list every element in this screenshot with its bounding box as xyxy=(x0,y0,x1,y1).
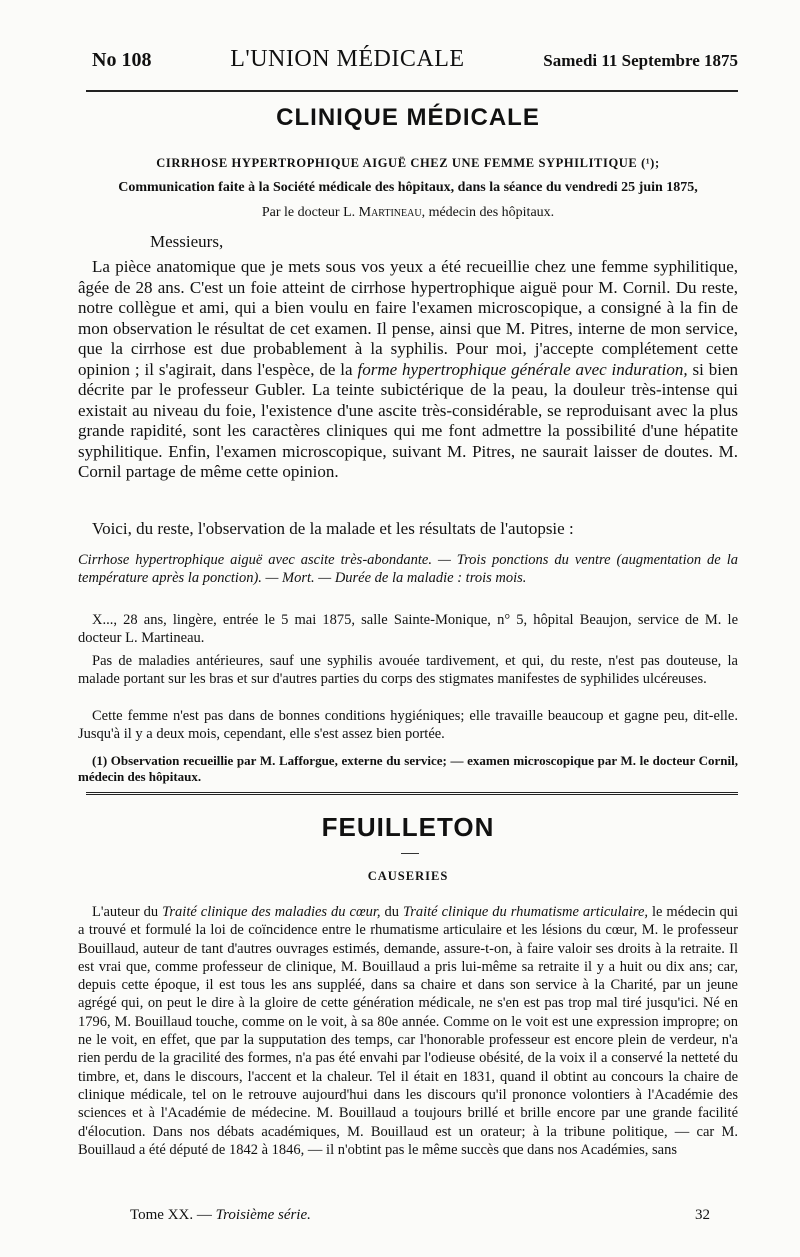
author-name: Martineau, xyxy=(358,205,426,220)
page-number: 32 xyxy=(695,1207,710,1223)
page-header xyxy=(92,46,738,73)
author-line xyxy=(78,205,738,221)
feuilleton-paragraph: L'auteur du Traité clinique des maladies du cœur, du Traité clinique du rhumatisme articulaire, le médecin qui a trouvé et formulé la loi de coïncidence entre le rhumatisme articulaire et les lésions du cœur, M. le professeur Bouillaud, auteur de tant d'autres ouvrages estimés, demande, assure-t-on, à faire valoir ses droits à la retraite. Il est vrai que, comme professeur de clinique, M. Bouillaud a pris lui-même sa retraite il y a huit ou dix ans; car, depuis cette époque, il est tous les ans suppléé, dans sa chaire et dans son service à la Charité, par un jeune agrégé qui, on peut le dire à la gloire de cette génération médicale, ne s'en est pas trop mal tiré jusqu'ici. Né en 1796, M. Bouillaud touche, comme on le voit, à sa 80e année. Comme on le voit est une expression impropre; on ne le voit, en effet, que par la supputation des temps, car l'honorable professeur est encore plein de verdeur, n'a rien perdu de la gracilité des formes, n'a pas été envahi par l'odieuse obésité, de la voix il a conservé la netteté du timbre, et, dans le discours, l'accent et la chaleur. Tel il était en 1831, quand il obtint au concours la chaire de clinique médicale, tel on le retrouve aujourd'hui dans les discours qu'il prononce volontiers à l'Académie des sciences et à l'Académie de médecine. M. Bouillaud a toujours brillé et brille encore par une grande facilité d'élocution. Dans nos débats académiques, M. Bouillaud est un orateur; à la tribune politique, — car M. Bouillaud a été député de 1842 à 1846, — il n'obtint pas le même succès que dans nos Académies, sans xyxy=(78,904,739,1158)
salutation: Messieurs, xyxy=(150,232,224,251)
observation-summary: Cirrhose hypertrophique aiguë avec ascite très-abondante. — Trois ponctions du ventre (augmentation de la température après la ponction). — Mort. — Durée de la maladie : trois mois. xyxy=(78,552,738,587)
author-suffix: médecin des hôpitaux. xyxy=(428,205,555,220)
issue-date: Samedi 11 Septembre 1875 xyxy=(543,51,738,70)
observation-paragraph-1: X..., 28 ans, lingère, entrée le 5 mai 1875, salle Sainte-Monique, n° 5, hôpital Beaujon, service de M. le docteur L. Martineau. xyxy=(78,612,738,647)
observation-paragraph-3: Cette femme n'est pas dans de bonnes conditions hygiéniques; elle travaille beaucoup et gagne peu, dit-elle. Jusqu'à il y a deux mois, cependant, elle s'est assez bien portée. xyxy=(78,708,738,743)
work-title-1: Traité clinique des maladies du cœur, xyxy=(162,904,381,920)
italic-phrase: forme hypertrophique générale avec induration, xyxy=(357,359,688,379)
observation-paragraph-2: Pas de maladies antérieures, sauf une syphilis avouée tardivement, et qui, du reste, n'est pas douteuse, la malade portant sur les bras et sur d'autres parties du corps des stigmates manifestes de syphilides ulcéreuses. xyxy=(78,653,738,688)
author-prefix: Par le docteur L. xyxy=(261,205,356,220)
clinique-paragraph-2: Voici, du reste, l'observation de la malade et les résultats de l'autopsie : xyxy=(92,519,574,538)
header-rule xyxy=(86,90,738,92)
short-rule xyxy=(401,853,419,854)
footnote: (1) Observation recueillie par M. Lafforgue, externe du service; — examen microscopique par M. le docteur Cornil, médecin des hôpitaux. xyxy=(78,753,738,784)
article-title: CIRRHOSE HYPERTROPHIQUE AIGUË CHEZ UNE FEMME SYPHILITIQUE (¹); xyxy=(156,156,660,170)
section-title-feuilleton: FEUILLETON xyxy=(321,812,495,842)
work-title-2: Traité clinique du rhumatisme articulaire, xyxy=(402,904,649,920)
issue-number: No 108 xyxy=(92,49,152,71)
communication-line: Communication faite à la Société médicale des hôpitaux, dans la séance du vendredi 25 juin 1875, xyxy=(118,180,698,195)
clinique-paragraph-1: La pièce anatomique que je mets sous vos yeux a été recueillie chez une femme syphilitique, âgée de 28 ans. C'est un foie atteint de cirrhose hypertrophique aiguë pour M. Cornil. Du reste, notre collègue et ami, qui a bien voulu en faire l'examen microscopique, a consigné à la fin de mon observation le résultat de cet examen. Il pense, ainsi que M. Pitres, interne de mon service, que la cirrhose est due probablement à la syphilis. Pour moi, j'accepte complétement cette opinion ; il s'agirait, dans l'espèce, de la forme hypertrophique générale avec induration, si bien décrite par le professeur Gubler. La teinte subictérique de la peau, la douleur très-intense qui existait au niveau du foie, l'existence d'une ascite très-considérable, se reproduisant avec la plus grande rapidité, sont les caractères cliniques qui me font admettre la possibilité d'une hépatite syphilitique. Enfin, l'examen microscopique, suivant M. Pitres, ne saurait laisser de doutes. M. Cornil partage de même cette opinion. xyxy=(78,257,739,481)
page-footer xyxy=(130,1207,710,1224)
section-title-clinique: CLINIQUE MÉDICALE xyxy=(276,104,540,131)
causeries-subtitle: CAUSERIES xyxy=(367,869,449,883)
feuilleton-separator xyxy=(86,792,738,798)
volume-info: Tome XX. — Troisième série. xyxy=(130,1207,311,1223)
journal-title: L'UNION MÉDICALE xyxy=(230,46,465,72)
